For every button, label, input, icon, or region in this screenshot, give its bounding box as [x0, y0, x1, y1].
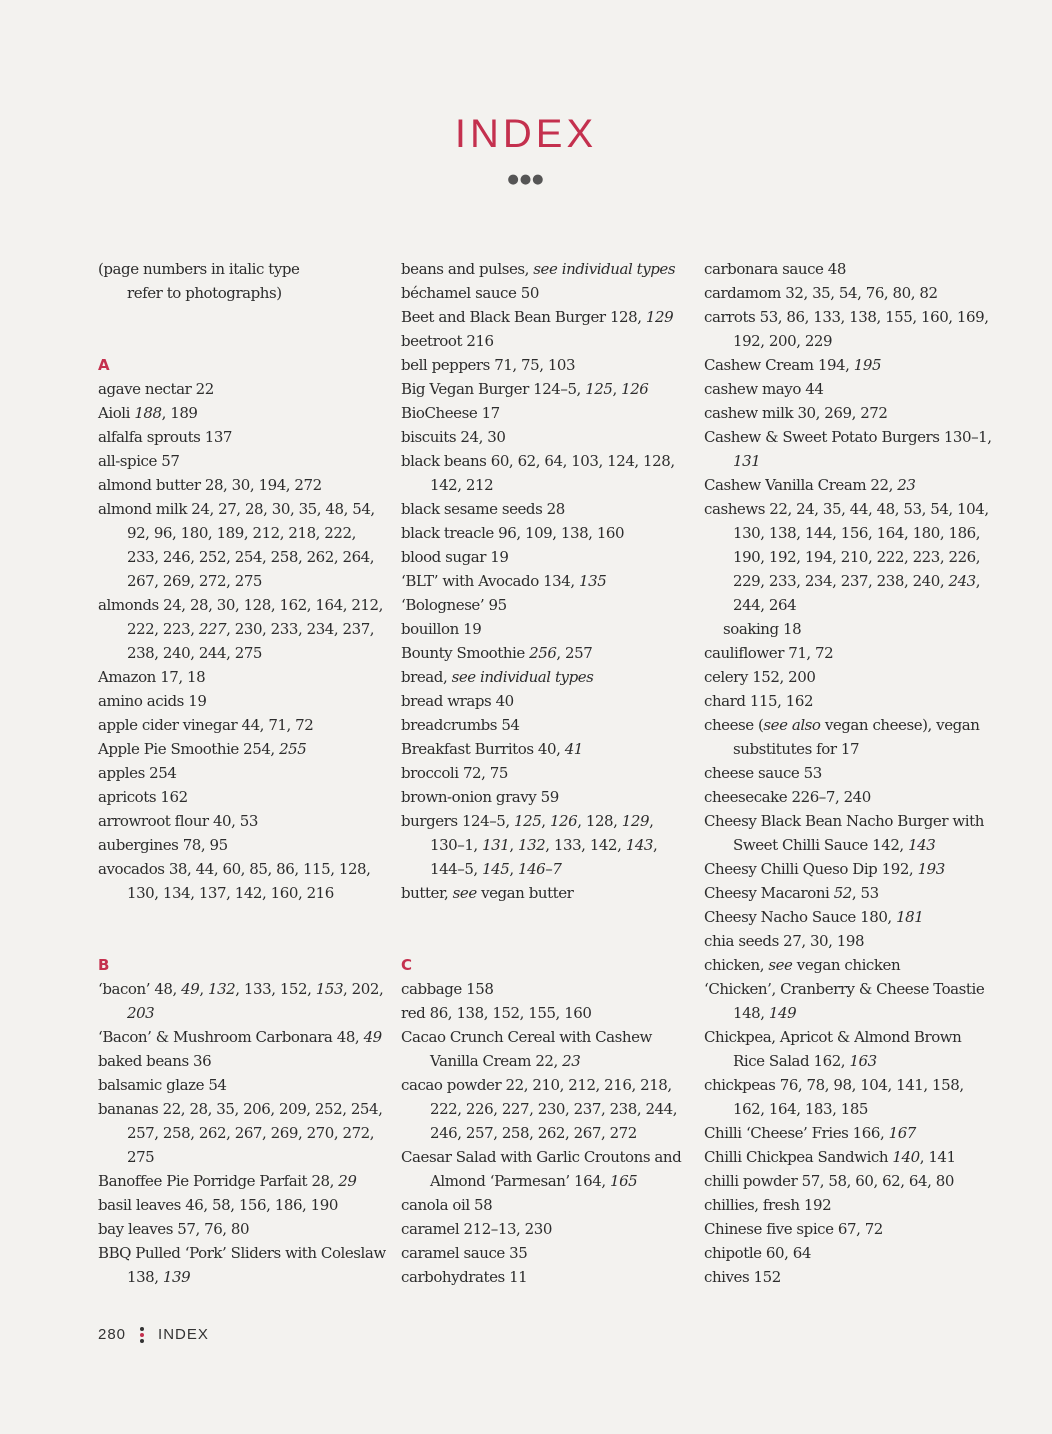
index-entry: carbohydrates 11	[401, 1268, 528, 1286]
index-entry: cabbage 158	[401, 980, 494, 998]
index-entry: soaking 18	[723, 620, 802, 638]
index-entry: cheese (see also vegan cheese), vegan substitutes for 17	[704, 716, 980, 758]
index-entry: Amazon 17, 18	[98, 668, 206, 686]
index-entry: black treacle 96, 109, 138, 160	[401, 524, 625, 542]
index-entry: baked beans 36	[98, 1052, 212, 1070]
index-entry: cashews 22, 24, 35, 44, 48, 53, 54, 104, 130, 138, 144, 156, 164, 180, 186, 190, 192, 194, 210, 222, 223, 226, 229, 233, 234, 237, 238, 240, 243, 244, 264	[704, 500, 989, 614]
index-entry: avocados 38, 44, 60, 85, 86, 115, 128, 130, 134, 137, 142, 160, 216	[98, 860, 371, 902]
index-note: (page numbers in italic type refer to photographs)	[98, 260, 300, 302]
index-letter-a: A	[98, 356, 110, 374]
index-entry: BBQ Pulled ‘Pork’ Sliders with Coleslaw 138, 139	[98, 1244, 386, 1286]
index-entry: all-spice 57	[98, 452, 180, 470]
index-entry: Cheesy Chilli Queso Dip 192, 193	[704, 860, 945, 878]
index-entry: Caesar Salad with Garlic Croutons and Almond ‘Parmesan’ 164, 165	[401, 1148, 682, 1190]
index-entry: Cheesy Black Bean Nacho Burger with Sweet Chilli Sauce 142, 143	[704, 812, 984, 854]
index-entry: Big Vegan Burger 124–5, 125, 126	[401, 380, 649, 398]
index-entry: béchamel sauce 50	[401, 284, 539, 302]
index-entry: basil leaves 46, 58, 156, 186, 190	[98, 1196, 338, 1214]
index-column-1	[98, 257, 388, 1289]
index-entry: BioCheese 17	[401, 404, 500, 422]
index-entry: black sesame seeds 28	[401, 500, 565, 518]
index-column-2	[401, 257, 691, 1289]
index-entry: blood sugar 19	[401, 548, 509, 566]
index-entry: cheesecake 226–7, 240	[704, 788, 871, 806]
index-entry: breadcrumbs 54	[401, 716, 520, 734]
footer-separator	[140, 1327, 144, 1343]
page-footer	[98, 1326, 209, 1343]
index-entry: caramel sauce 35	[401, 1244, 528, 1262]
index-entry: cardamom 32, 35, 54, 76, 80, 82	[704, 284, 938, 302]
index-entry: bananas 22, 28, 35, 206, 209, 252, 254, 257, 258, 262, 267, 269, 270, 272, 275	[98, 1100, 383, 1166]
index-entry: ‘BLT’ with Avocado 134, 135	[401, 572, 607, 590]
index-entry: Cheesy Nacho Sauce 180, 181	[704, 908, 924, 926]
index-entry: bread, see individual types	[401, 668, 594, 686]
index-entry: chard 115, 162	[704, 692, 814, 710]
index-letter-b: B	[98, 956, 109, 974]
index-entry: Cacao Crunch Cereal with Cashew Vanilla Cream 22, 23	[401, 1028, 652, 1070]
index-entry: chia seeds 27, 30, 198	[704, 932, 865, 950]
index-entry: ‘bacon’ 48, 49, 132, 133, 152, 153, 202, 203	[98, 980, 384, 1022]
index-entry: cashew milk 30, 269, 272	[704, 404, 888, 422]
index-entry: Cashew Cream 194, 195	[704, 356, 882, 374]
index-entry: Chinese five spice 67, 72	[704, 1220, 883, 1238]
index-entry: carrots 53, 86, 133, 138, 155, 160, 169, 192, 200, 229	[704, 308, 989, 350]
index-entry: cacao powder 22, 210, 212, 216, 218, 222, 226, 227, 230, 237, 238, 244, 246, 257, 258, 262, 267, 272	[401, 1076, 678, 1142]
index-entry: canola oil 58	[401, 1196, 493, 1214]
index-entry: Cheesy Macaroni 52, 53	[704, 884, 879, 902]
index-entry: chives 152	[704, 1268, 781, 1286]
index-entry: apple cider vinegar 44, 71, 72	[98, 716, 314, 734]
index-entry: bread wraps 40	[401, 692, 514, 710]
index-entry: chipotle 60, 64	[704, 1244, 811, 1262]
index-entry: biscuits 24, 30	[401, 428, 506, 446]
index-column-3	[704, 257, 994, 1289]
index-entry: Aioli 188, 189	[98, 404, 198, 422]
index-entry: brown-onion gravy 59	[401, 788, 559, 806]
index-entry: Chilli Chickpea Sandwich 140, 141	[704, 1148, 956, 1166]
index-entry: caramel 212–13, 230	[401, 1220, 552, 1238]
index-entry: red 86, 138, 152, 155, 160	[401, 1004, 592, 1022]
index-entry: ‘Bolognese’ 95	[401, 596, 507, 614]
index-entry: bell peppers 71, 75, 103	[401, 356, 576, 374]
index-entry: beetroot 216	[401, 332, 494, 350]
index-entry: Beet and Black Bean Burger 128, 129	[401, 308, 674, 326]
index-entry: Chickpea, Apricot & Almond Brown Rice Salad 162, 163	[704, 1028, 962, 1070]
index-entry: chilli powder 57, 58, 60, 62, 64, 80	[704, 1172, 954, 1190]
index-entry: broccoli 72, 75	[401, 764, 508, 782]
index-entry: apples 254	[98, 764, 177, 782]
index-entry: alfalfa sprouts 137	[98, 428, 233, 446]
index-entry: amino acids 19	[98, 692, 207, 710]
index-entry: apricots 162	[98, 788, 188, 806]
index-entry: chicken, see vegan chicken	[704, 956, 901, 974]
index-entry: cheese sauce 53	[704, 764, 822, 782]
index-entry: almond butter 28, 30, 194, 272	[98, 476, 322, 494]
index-entry: cauliflower 71, 72	[704, 644, 834, 662]
index-entry: arrowroot flour 40, 53	[98, 812, 258, 830]
index-entry: carbonara sauce 48	[704, 260, 846, 278]
index-entry: ‘Chicken’, Cranberry & Cheese Toastie 148, 149	[704, 980, 985, 1022]
footer-section: INDEX	[158, 1326, 209, 1343]
title-ornament: ●●●	[507, 172, 545, 187]
index-entry: almonds 24, 28, 30, 128, 162, 164, 212, 222, 223, 227, 230, 233, 234, 237, 238, 240, 244, 275	[98, 596, 383, 662]
index-entry: chickpeas 76, 78, 98, 104, 141, 158, 162, 164, 183, 185	[704, 1076, 964, 1118]
index-entry: Banoffee Pie Porridge Parfait 28, 29	[98, 1172, 357, 1190]
index-entry: beans and pulses, see individual types	[401, 260, 676, 278]
index-entry: butter, see vegan butter	[401, 884, 574, 902]
index-entry: Chilli ‘Cheese’ Fries 166, 167	[704, 1124, 916, 1142]
index-entry: bouillon 19	[401, 620, 482, 638]
index-entry: black beans 60, 62, 64, 103, 124, 128, 142, 212	[401, 452, 675, 494]
index-entry: Breakfast Burritos 40, 41	[401, 740, 583, 758]
index-entry: almond milk 24, 27, 28, 30, 35, 48, 54, 92, 96, 180, 189, 212, 218, 222, 233, 246, 252, 254, 258, 262, 264, 267, 269, 272, 275	[98, 500, 375, 590]
index-entry: Bounty Smoothie 256, 257	[401, 644, 593, 662]
index-entry: Cashew & Sweet Potato Burgers 130–1, 131	[704, 428, 992, 470]
index-entry: ‘Bacon’ & Mushroom Carbonara 48, 49	[98, 1028, 382, 1046]
index-entry: bay leaves 57, 76, 80	[98, 1220, 250, 1238]
index-entry: chillies, fresh 192	[704, 1196, 832, 1214]
index-entry: balsamic glaze 54	[98, 1076, 227, 1094]
index-letter-c: C	[401, 956, 412, 974]
index-entry: aubergines 78, 95	[98, 836, 228, 854]
index-entry: agave nectar 22	[98, 380, 214, 398]
index-entry: Cashew Vanilla Cream 22, 23	[704, 476, 916, 494]
page-title: INDEX	[454, 112, 598, 156]
index-entry: burgers 124–5, 125, 126, 128, 129, 130–1, 131, 132, 133, 142, 143, 144–5, 145, 146–7	[401, 812, 658, 878]
index-entry: cashew mayo 44	[704, 380, 824, 398]
page-number: 280	[98, 1326, 127, 1343]
index-entry: Apple Pie Smoothie 254, 255	[98, 740, 307, 758]
index-entry: celery 152, 200	[704, 668, 816, 686]
